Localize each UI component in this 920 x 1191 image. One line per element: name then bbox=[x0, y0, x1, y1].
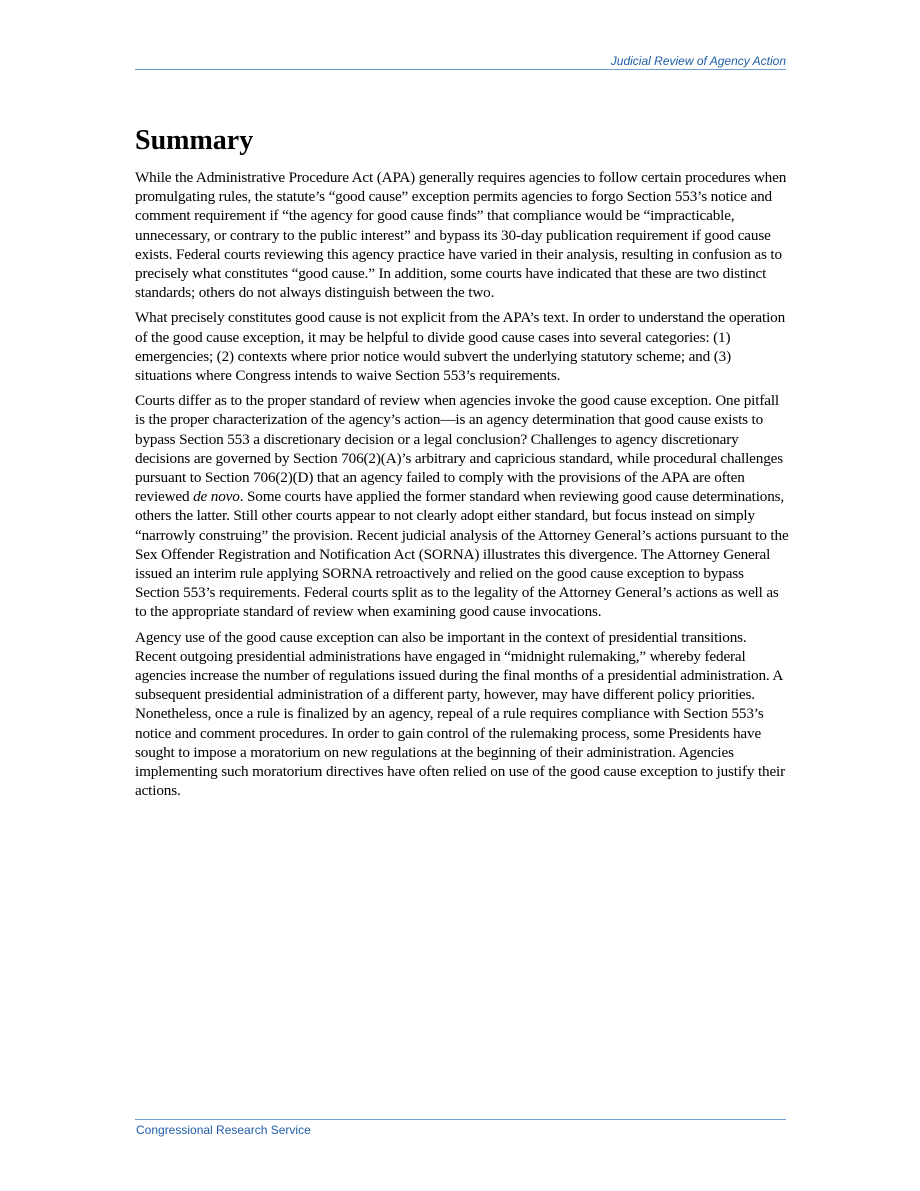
footer-rule bbox=[135, 1119, 786, 1120]
paragraph-text-segment: . Some courts have applied the former standard when reviewing good cause determinations, others the latter. Still other courts appear to not clearly adopt either standard, but focus instead on simply “narrowly construing” the provision. Recent judicial analysis of the Attorney General’s actions pursuant to the Sex Offender Registration and Notification Act (SORNA) illustrates this divergence. The Attorney General issued an interim rule applying SORNA retroactively and relied on the good cause exception to bypass Section 553’s requirements. Federal courts split as to the legality of the Attorney General’s actions as well as to the appropriate standard of review when examining good cause invocations. bbox=[135, 488, 789, 621]
paragraph-good-cause-categories: What precisely constitutes good cause is not explicit from the APA’s text. In order to understand the operation of the good cause exception, it may be helpful to divide good cause cases into several categories: (1) emergencies; (2) contexts where prior notice would subvert the underlying statutory scheme; and (3) situations where Congress intends to waive Section 553’s requirements. bbox=[135, 309, 786, 385]
paragraph-apa-good-cause: While the Administrative Procedure Act (APA) generally requires agencies to follow certain procedures when promulgating rules, the statute’s “good cause” exception permits agencies to forgo Section 553’s notice and comment requirement if “the agency for good cause finds” that compliance would be “impracticable, unnecessary, or contrary to the public interest” and bypass its 30-day publication requirement if good cause exists. Federal courts reviewing this agency practice have varied in their analysis, resulting in confusion as to precisely what constitutes “good cause.” In addition, some courts have indicated that these are two distinct standards; others do not always distinguish between the two. bbox=[135, 169, 787, 302]
footer-publisher: Congressional Research Service bbox=[136, 1123, 311, 1137]
paragraph-text-segment: Courts differ as to the proper standard of review when agencies invoke the good cause exception. One pitfall is the proper characterization of the agency’s action—is an agency determination that good cause exists to bypass Section 553 a discretionary decision or a legal conclusion? Challenges to agency discretionary decisions are governed by Section 706(2)(A)’s arbitrary and capricious standard, while procedural challenges pursuant to Section 706(2)(D) that an agency failed to comply with the provisions of the APA are often reviewed bbox=[135, 392, 784, 506]
italic-term: de novo bbox=[193, 488, 240, 506]
paragraph-standard-of-review bbox=[135, 391, 791, 621]
running-header: Judicial Review of Agency Action bbox=[610, 54, 786, 68]
paragraph-presidential-transitions: Agency use of the good cause exception can also be important in the context of presidential transitions. Recent outgoing presidential administrations have engaged in “midnight rulemaking,” whereby federal agencies increase the number of regulations issued during the final months of a presidential administration. A subsequent presidential administration of a different party, however, may have different policy priorities. Nonetheless, once a rule is finalized by an agency, repeal of a rule requires compliance with Section 553’s notice and comment procedures. In order to gain control of the rulemaking process, some Presidents have sought to impose a moratorium on new regulations at the beginning of their administration. Agencies implementing such moratorium directives have often relied on use of the good cause exception to justify their actions. bbox=[135, 628, 786, 800]
header-rule bbox=[135, 69, 786, 70]
page-title: Summary bbox=[135, 125, 254, 156]
summary-body bbox=[135, 168, 791, 807]
